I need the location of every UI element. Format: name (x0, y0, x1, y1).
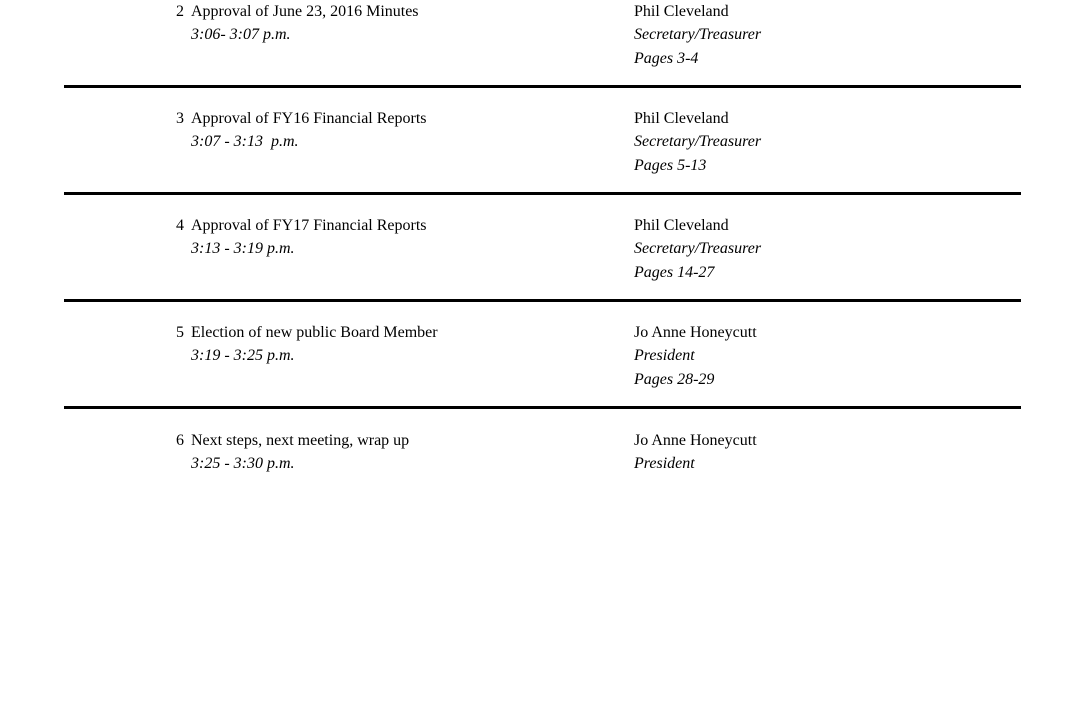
item-presenter: Phil Cleveland (634, 3, 729, 20)
item-role: President (634, 455, 695, 472)
item-role: Secretary/Treasurer (634, 133, 762, 150)
item-presenter: Phil Cleveland (634, 217, 729, 234)
agenda-item-2 (0, 0, 1088, 80)
item-number: 3 (176, 110, 184, 127)
section-divider (64, 85, 1021, 88)
item-role: Secretary/Treasurer (634, 26, 762, 43)
item-pages: Pages 28-29 (634, 371, 715, 388)
item-title: Approval of June 23, 2016 Minutes (191, 3, 419, 20)
item-number: 2 (176, 3, 184, 20)
section-divider (64, 406, 1021, 409)
item-title: Approval of FY17 Financial Reports (191, 217, 427, 234)
item-pages: Pages 3-4 (634, 50, 699, 67)
item-number: 5 (176, 324, 184, 341)
agenda-item-4 (0, 214, 1088, 294)
item-time: 3:25 - 3:30 p.m. (191, 455, 295, 472)
item-time: 3:13 - 3:19 p.m. (191, 240, 295, 257)
item-title: Approval of FY16 Financial Reports (191, 110, 427, 127)
section-divider (64, 299, 1021, 302)
item-time: 3:06- 3:07 p.m. (191, 26, 291, 43)
item-presenter: Jo Anne Honeycutt (634, 432, 757, 449)
item-pages: Pages 14-27 (634, 264, 715, 281)
item-title: Election of new public Board Member (191, 324, 438, 341)
agenda-item-6 (0, 429, 1088, 509)
item-time: 3:19 - 3:25 p.m. (191, 347, 295, 364)
item-presenter: Jo Anne Honeycutt (634, 324, 757, 341)
item-pages: Pages 5-13 (634, 157, 707, 174)
item-role: President (634, 347, 695, 364)
agenda-item-3 (0, 107, 1088, 187)
item-title: Next steps, next meeting, wrap up (191, 432, 410, 449)
agenda-item-5 (0, 321, 1088, 401)
item-role: Secretary/Treasurer (634, 240, 762, 257)
section-divider (64, 192, 1021, 195)
item-presenter: Phil Cleveland (634, 110, 729, 127)
item-time: 3:07 - 3:13 p.m. (191, 133, 299, 150)
item-number: 4 (176, 217, 184, 234)
item-number: 6 (176, 432, 184, 449)
